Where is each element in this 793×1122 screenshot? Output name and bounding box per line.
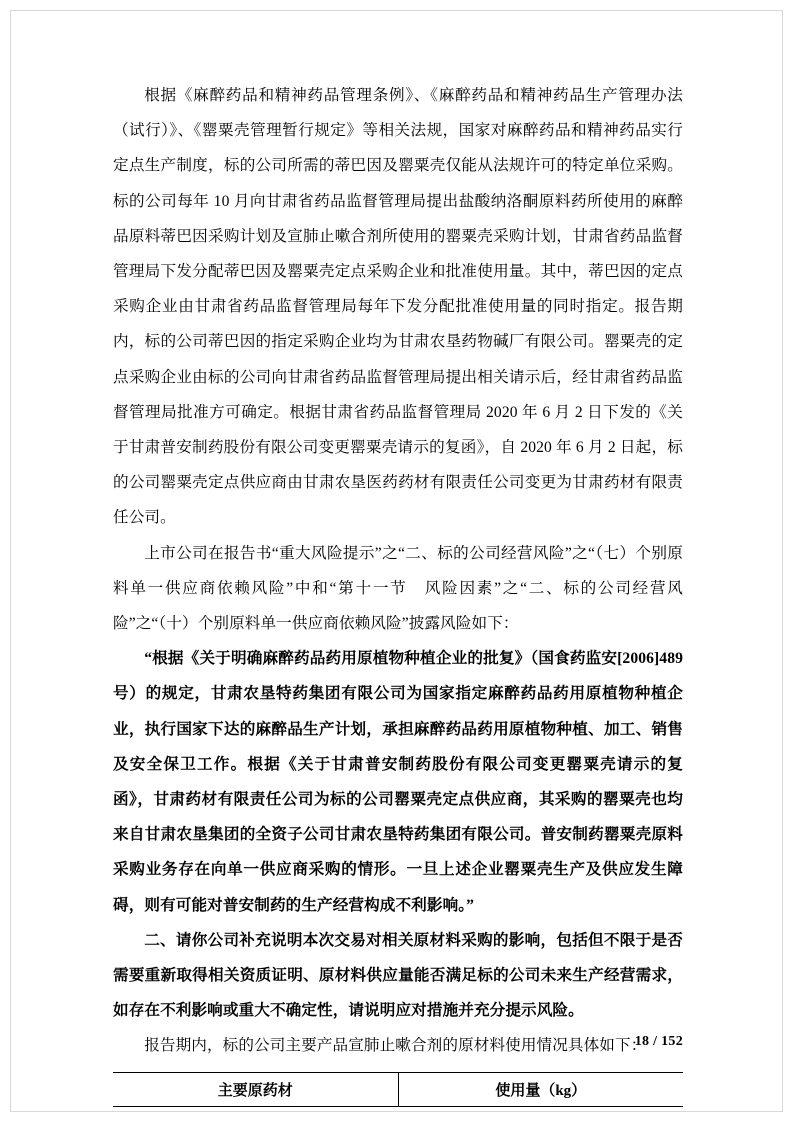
page-number-footer: 18 / 152 xyxy=(634,1034,683,1049)
paragraph-material-usage-intro: 报告期内，标的公司主要产品宣肺止嗽合剂的原材料使用情况具体如下： xyxy=(144,1037,647,1055)
table-header-usage: 使用量（kg） xyxy=(398,1072,683,1106)
paragraph-question-two: 二、请你公司补充说明本次交易对相关原材料采购的影响，包括但不限于是否需要重新取得相关资质证明、原材料供应量能否满足标的公司未来生产经营需求，如存在不利影响或重大不确定性，请说明应对措施并充分提示风险。 xyxy=(113,931,683,1020)
table-header-material: 主要原药材 xyxy=(113,1072,398,1106)
table-header-row xyxy=(113,1072,683,1106)
raw-material-usage-table xyxy=(113,1072,683,1107)
paragraph-risk-quote: “根据《关于明确麻醉药品药用原植物种植企业的批复》（国食药监安[2006]489 号）的规定，甘肃农垦特药集团有限公司为国家指定麻醉药品药用原植物种植企业，执行国家下达的麻醉品生产计划，承担麻醉药品药用原植物种植、加工、销售及安全保卫工作。根据《关于甘肃普安制药股份有限公司变更罂粟壳请示的复函》，甘肃药材有限责任公司为标的公司罂粟壳定点供应商，其采购的罂粟壳也均来自甘肃农垦集团的全资子公司甘肃农垦特药集团有限公司。普安制药罂粟壳原料采购业务存在向单一供应商采购的情形。一旦上述企业罂粟壳生产及供应发生障碍，则有可能对普安制药的生产经营构成不利影响。” xyxy=(113,650,683,914)
paragraph-risk-disclosure-intro: 上市公司在报告书“重大风险提示”之“二、标的公司经营风险”之“（七）个别原料单一供应商依赖风险”中和“第十一节 风险因素”之“二、标的公司经营风险”之“（十）个别原料单一供应商依赖风险”披露风险如下： xyxy=(113,544,683,633)
paragraph-regulation-overview: 根据《麻醉药品和精神药品管理条例》、《麻醉药品和精神药品生产管理办法（试行）》、《罂粟壳管理暂行规定》等相关法规，国家对麻醉药品和精神药品实行定点生产制度，标的公司所需的蒂巴因及罂粟壳仅能从法规许可的特定单位采购。标的公司每年 10 月向甘肃省药品监督管理局提出盐酸纳洛酮原料药所使用的麻醉品原料蒂巴因采购计划及宣肺止嗽合剂所使用的罂粟壳采购计划，甘肃省药品监督管理局下发分配蒂巴因及罂粟壳定点采购企业和批准使用量。其中，蒂巴因的定点采购企业由甘肃省药品监督管理局每年下发分配批准使用量的同时指定。报告期内，标的公司蒂巴因的指定采购企业均为甘肃农垦药物碱厂有限公司。罂粟壳的定点采购企业由标的公司向甘肃省药品监督管理局提出相关请示后，经甘肃省药品监督管理局批准方可确定。根据甘肃省药品监督管理局 2020 年 6 月 2 日下发的《关于甘肃普安制药股份有限公司变更罂粟壳请示的复函》，自 2020 年 6 月 2 日起，标的公司罂粟壳定点供应商由甘肃农垦医药药材有限责任公司变更为甘肃药材有限责任公司。 xyxy=(113,87,683,527)
page-content xyxy=(113,78,683,1107)
